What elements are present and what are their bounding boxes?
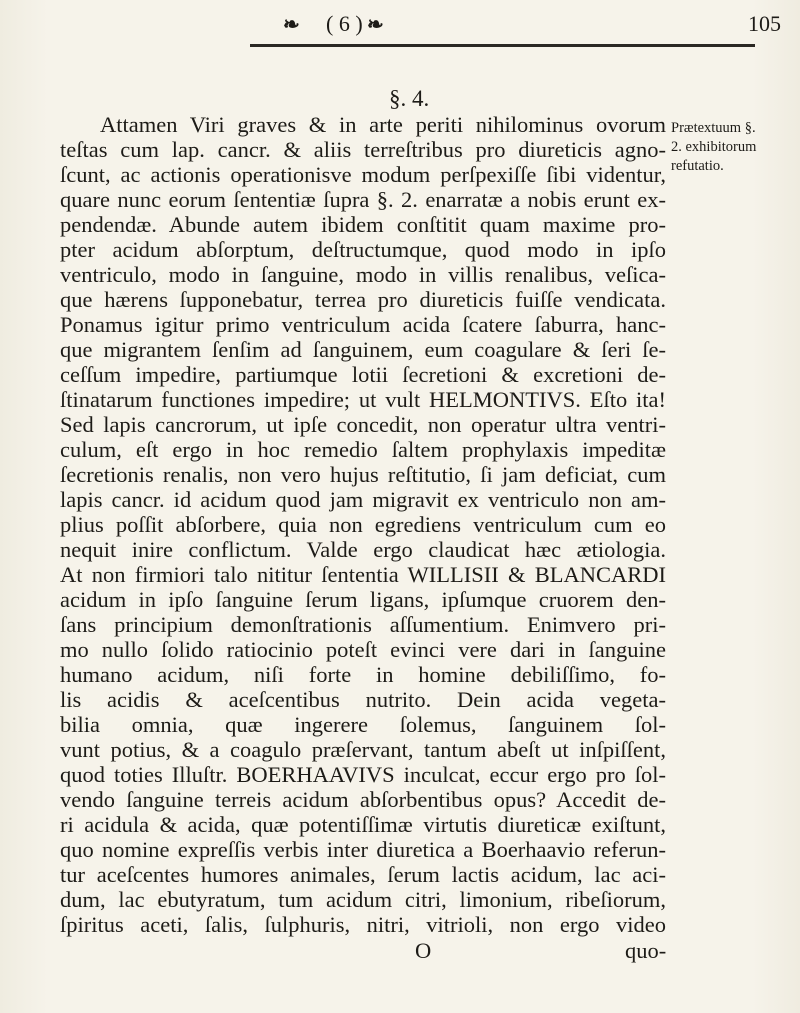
text-line: quare nunc eorum ſententiæ ſupra §. 2. enarratæ a nobis erunt ex- [60,187,666,212]
text-line: que hærens ſupponebatur, terrea pro diureticis fuiſſe vendicata. [60,287,666,312]
catchword: quo- [625,938,667,963]
printer-ornament-left: ❧ [283,14,301,36]
marginal-note-line-3: refutatio. [671,158,724,174]
text-line: ſcunt, ac actionis operationisve modum perſpexiſſe ſibi videntur, [60,162,666,187]
text-line: quod toties Illuſtr. BOERHAAVIVS inculcat, eccur ergo pro ſol- [60,762,666,787]
text-line: lis acidis & aceſcentibus nutrito. Dein acida vegeta- [60,687,666,712]
text-line: bilia omnia, quæ ingerere ſolemus, ſanguinem ſol- [60,712,666,737]
text-line: ſpiritus aceti, ſalis, ſulphuris, nitri, vitrioli, non ergo video [60,912,666,937]
text-line: tur aceſcentes humores animales, ſerum lactis acidum, lac aci- [60,862,666,887]
text-line: acidum in ipſo ſanguine ſerum ligans, ipſumque cruorem den- [60,587,666,612]
text-line: que migrantem ſenſim ad ſanguinem, eum coagulare & ſeri ſe- [60,337,666,362]
text-line: ſecretionis renalis, non vero hujus reſtitutio, ſi jam deficiat, cum [60,462,666,487]
text-line: ceſſum impedire, partiumque lotii ſecretioni & excretioni de- [60,362,666,387]
text-line: Sed lapis cancrorum, ut ipſe concedit, non operatur ultra ventri- [60,412,666,437]
text-line: dum, lac ebutyratum, tum acidum citri, limonium, ribeſiorum, [60,887,666,912]
text-line: ventriculo, modo in ſanguine, modo in villis renalibus, veſica- [60,262,666,287]
text-line: pter acidum abſorptum, deſtructumque, quod modo in ipſo [60,237,666,262]
signature-letter: O [415,938,432,963]
running-head [0,12,800,42]
text-line: nequit inire conflictum. Valde ergo claudicat hæc ætiologia. [60,537,666,562]
text-line: Ponamus igitur primo ventriculum acida ſcatere ſaburra, hanc- [60,312,666,337]
text-line: mo nullo ſolido ratiocinio poteſt evinci vere dari in ſanguine [60,637,666,662]
text-line: Attamen Viri graves & in arte periti nihilominus ovorum [100,112,666,137]
text-line: quo nomine expreſſis verbis inter diuretica a Boerhaavio referun- [60,837,666,862]
printer-ornament-right: ❧ [367,14,385,36]
text-line: ſtinatarum functiones impedire; ut vult HELMONTIVS. Eſto ita! [60,387,666,412]
text-line: pendendæ. Abunde autem ibidem conſtitit quam maxime pro- [60,212,666,237]
text-line: ri acidula & acida, quæ potentiſſimæ virtutis diureticæ exiſtunt, [60,812,666,837]
header-rule [250,44,755,47]
marginal-note-line-2: 2. exhibitorum [671,139,757,155]
marginal-note-line-1: Prætextuum §. [671,120,756,136]
page-number: 105 [748,11,781,36]
text-line: ſans principium demonſtrationis aſſumentium. Enimvero pri- [60,612,666,637]
text-line: plius poſſit abſorbere, quia non egrediens ventriculum cum eo [60,512,666,537]
text-line: teſtas cum lap. cancr. & aliis terreſtribus pro diureticis agno- [60,137,666,162]
text-line: vunt potius, & a coagulo præſervant, tantum abeſt ut inſpiſſent, [60,737,666,762]
text-line: culum, eſt ergo in hoc remedio ſaltem prophylaxis impeditæ [60,437,666,462]
text-line: vendo ſanguine terreis acidum abſorbentibus opus? Accedit de- [60,787,666,812]
section-heading: §. 4. [389,86,430,111]
text-line: At non firmiori talo nititur ſententia WILLISII & BLANCARDI [60,562,666,587]
text-line: lapis cancr. id acidum quod jam migravit ex ventriculo non am- [60,487,666,512]
text-line: humano acidum, niſi forte in homine debiliſſimo, fo- [60,662,666,687]
signature-mark: ( 6 ) [326,11,363,36]
